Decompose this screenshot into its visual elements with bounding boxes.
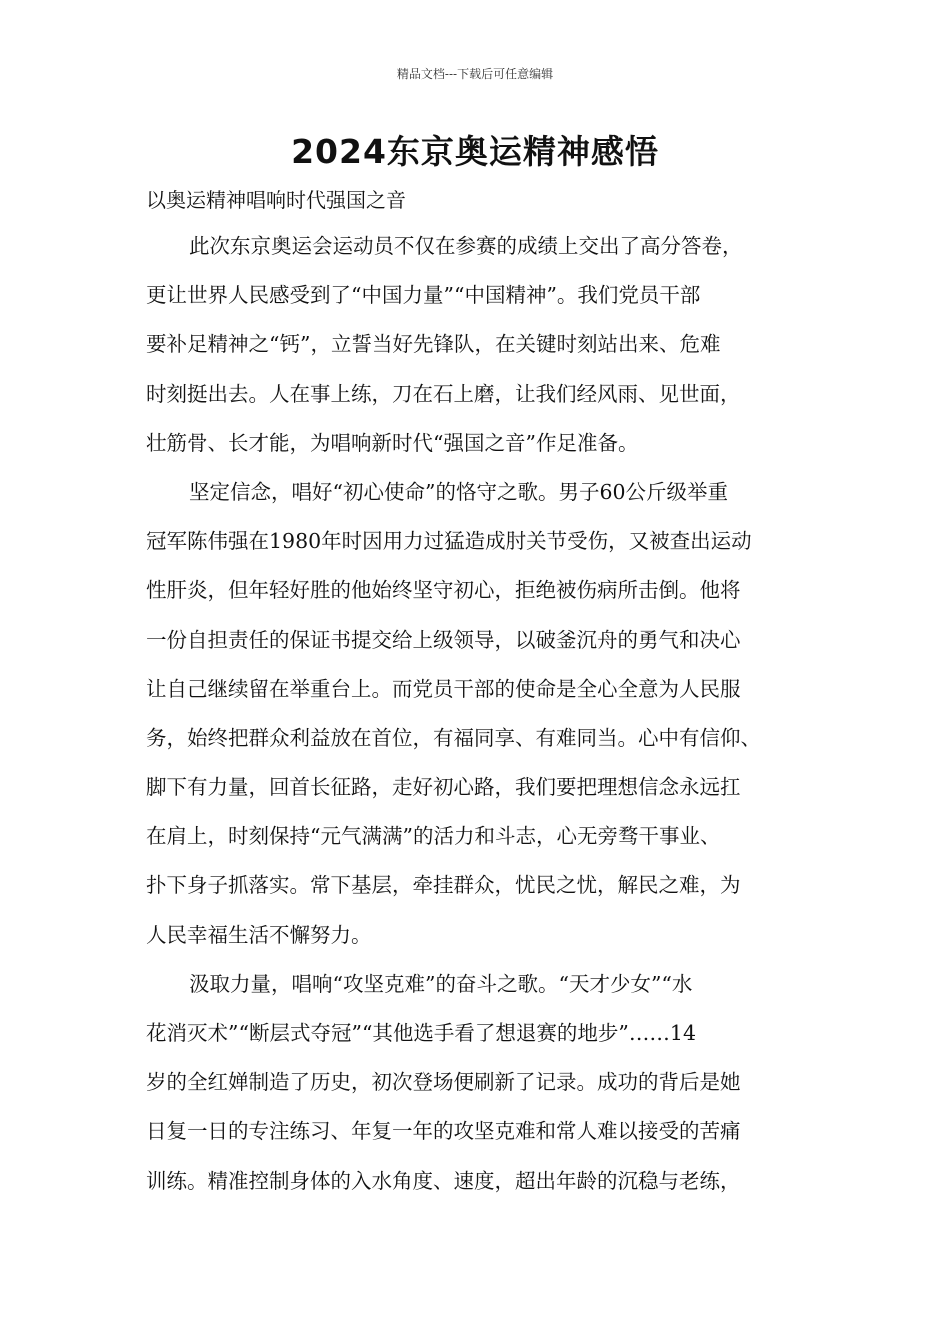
text-line: 岁的全红婵制造了历史，初次登场便刷新了记录。成功的背后是她 — [146, 1070, 741, 1095]
text-line: 时刻挺出去。人在事上练，刀在石上磨，让我们经风雨、见世面， — [146, 381, 741, 406]
text-line: 花消灭术”“断层式夺冠”“其他选手看了想退赛的地步”……14 — [146, 1021, 696, 1045]
text-line: 汲取力量，唱响“攻坚克难”的奋斗之歌。“天才少女”“水 — [189, 971, 693, 996]
document-body — [146, 222, 826, 1206]
text-line: 让自己继续留在举重台上。而党员干部的使命是全心全意为人民服 — [146, 676, 741, 701]
text-line: 性肝炎，但年轻好胜的他始终坚守初心，拒绝被伤病所击倒。他将 — [146, 578, 741, 603]
page-header: 精品文档---下载后可任意编辑 — [396, 67, 554, 81]
text-line: 日复一日的专注练习、年复一年的攻坚克难和常人难以接受的苦痛 — [146, 1119, 741, 1144]
text-line: 脚下有力量，回首长征路，走好初心路，我们要把理想信念永远扛 — [146, 775, 741, 800]
text-line: 一份自担责任的保证书提交给上级领导，以破釜沉舟的勇气和决心 — [146, 627, 741, 652]
text-line: 坚定信念，唱好“初心使命”的恪守之歌。男子60公斤级举重 — [189, 479, 729, 504]
text-line: 务，始终把群众利益放在首位，有福同享、有难同当。心中有信仰、 — [146, 725, 761, 750]
text-line: 人民幸福生活不懈努力。 — [146, 922, 372, 947]
text-line: 在肩上，时刻保持“元气满满”的活力和斗志，心无旁骛干事业、 — [146, 824, 721, 849]
document-title: 2024东京奥运精神感悟 — [291, 132, 659, 171]
text-line: 此次东京奥运会运动员不仅在参赛的成绩上交出了高分答卷， — [189, 234, 743, 258]
text-line: 冠军陈伟强在1980年时因用力过猛造成肘关节受伤，又被查出运动 — [146, 529, 752, 554]
text-line: 壮筋骨、长才能，为唱响新时代“强国之音”作足准备。 — [146, 430, 639, 455]
text-line: 训练。精准控制身体的入水角度、速度，超出年龄的沉稳与老练， — [146, 1168, 741, 1193]
text-line: 要补足精神之“钙”，立誓当好先锋队，在关键时刻站出来、危难 — [146, 332, 721, 357]
text-line: 更让世界人民感受到了“中国力量”“中国精神”。我们党员干部 — [146, 283, 701, 308]
text-line: 扑下身子抓落实。常下基层，牵挂群众，忧民之忧，解民之难，为 — [146, 873, 741, 898]
document-subtitle: 以奥运精神唱响时代强国之音 — [146, 188, 406, 212]
